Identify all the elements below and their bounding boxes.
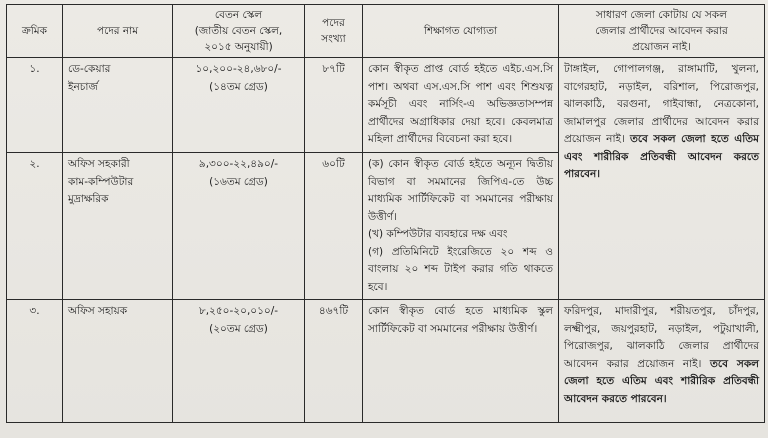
row3-post bbox=[63, 300, 173, 423]
table-row bbox=[7, 58, 765, 153]
row1-post bbox=[63, 58, 173, 153]
header-quota-line3: প্রয়োজন নাই। bbox=[632, 41, 691, 53]
row2-scale-value: ৯,৩০০-২২,৪৯০/- bbox=[198, 158, 279, 170]
quota-cell-2 bbox=[559, 300, 765, 423]
quota1-note: তবে সকল জেলা হতে এতিম এবং শারীরিক প্রতিবন্ধী আবেদন করতে পারবেন। bbox=[564, 133, 759, 180]
header-serial: ক্রমিক bbox=[7, 5, 63, 58]
header-quota-line2: জেলার প্রার্থীদের আবেদন করার bbox=[595, 25, 728, 37]
header-scale-line1: বেতন স্কেল bbox=[214, 9, 263, 21]
row1-post-line1: ডে-কেয়ার bbox=[68, 63, 111, 75]
quota-cell-1 bbox=[559, 58, 765, 300]
row2-serial: ২. bbox=[7, 153, 63, 300]
header-scale-line2: (জাতীয় বেতন স্কেল, bbox=[194, 25, 283, 37]
quota2-districts: ফরিদপুর, মাদারীপুর, শরীয়তপুর, চাঁদপুর, লক্ষ্মীপুর, জয়পুরহাট, নড়াইল, পটুয়াখালী, পিরোজপুর, ঝালকাঠি জেলার প্রার্থীদের আবেদন করার প্রয়োজন নাই। bbox=[564, 305, 759, 370]
header-qualification: শিক্ষাগত যোগ্যতা bbox=[363, 5, 559, 58]
row1-qualification: কোন স্বীকৃত প্রাপ্ত বোর্ড হইতে এইচ.এস.সি পাশ। অথবা এস.এস.সি পাশ এবং শিশুযত্ন কর্মসূচী এবং নার্সিং-এ অভিজ্ঞতাসম্পন্ন প্রার্থীদের অগ্রাধিকার দেয়া হবে। কেবলমাত্র মহিলা প্রার্থীদের বিবেচনা করা হবে। bbox=[363, 58, 559, 153]
header-count bbox=[305, 5, 363, 58]
header-scale-line3: ২০১৫ অনুযায়ী) bbox=[204, 41, 273, 53]
row3-scale-value: ৮,২৫০-২০,০১০/- bbox=[198, 305, 279, 317]
row2-grade: (১৬তম গ্রেড) bbox=[209, 175, 268, 188]
row1-post-line2: ইনচার্জ bbox=[68, 80, 98, 93]
header-post: পদের নাম bbox=[63, 5, 173, 58]
table-row bbox=[7, 300, 765, 423]
row2-qual-b: (খ) কম্পিউটার ব্যবহারে দক্ষ এবং bbox=[368, 228, 508, 240]
row1-grade: (১৪তম গ্রেড) bbox=[209, 80, 268, 93]
table-header-row bbox=[7, 5, 765, 58]
header-quota bbox=[559, 5, 765, 58]
row3-scale bbox=[173, 300, 305, 423]
row1-scale bbox=[173, 58, 305, 153]
row2-post-line2: কাম-কম্পিউটার bbox=[68, 175, 134, 188]
row2-scale bbox=[173, 153, 305, 300]
row2-qual-c: (গ) প্রতিমিনিটে ইংরেজিতে ২০ শব্দ ও বাংলায় ২০ শব্দ টাইপ করার গতি থাকতে হবে। bbox=[368, 245, 553, 293]
row3-qualification: কোন স্বীকৃত বোর্ড হতে মাধ্যমিক স্কুল সার্টিফিকেট বা সমমানের পরীক্ষায় উত্তীর্ণ। bbox=[363, 300, 559, 423]
row1-count: ৮৭টি bbox=[305, 58, 363, 153]
row3-grade: (২০তম গ্রেড) bbox=[209, 322, 268, 335]
row2-qualification bbox=[363, 153, 559, 300]
header-count-line1: পদের bbox=[322, 17, 345, 29]
header-quota-line1: সাধারণ জেলা কোটায় যে সকল bbox=[596, 9, 727, 21]
row1-serial: ১. bbox=[7, 58, 63, 153]
row2-post-line1: অফিস সহকারী bbox=[68, 158, 130, 170]
row2-post-line3: মুদ্রাক্ষরিক bbox=[68, 193, 109, 205]
row3-post-line1: অফিস সহায়ক bbox=[68, 305, 128, 317]
row1-scale-value: ১০,২০০-২৪,৬৮০/- bbox=[195, 63, 282, 75]
row2-qual-a: (ক) কোন স্বীকৃত বোর্ড হইতে অন্যূন দ্বিতীয় বিভাগ বা সমমানের জিপিএ-তে উচ্চ মাধ্যমিক সার্টিফিকেট বা সমমানের পরীক্ষায় উত্তীর্ণ। bbox=[368, 158, 553, 223]
row3-serial: ৩. bbox=[7, 300, 63, 423]
quota1-districts: টাঙ্গাইল, গোপালগঞ্জ, রাঙ্গামাটি, খুলনা, বাগেরহাট, নড়াইল, বরিশাল, পিরোজপুর, ঝালকাঠি, বরগুনা, গাইবান্ধা, নেত্রকোনা, জামালপুর জেলার প্রার্থীদের আবেদন করার প্রয়োজন নাই। bbox=[564, 63, 759, 145]
row2-count: ৬০টি bbox=[305, 153, 363, 300]
row2-post bbox=[63, 153, 173, 300]
row3-count: ৪৬৭টি bbox=[305, 300, 363, 423]
header-count-line2: সংখ্যা bbox=[321, 33, 346, 45]
header-scale bbox=[173, 5, 305, 58]
vacancy-table bbox=[6, 4, 765, 423]
quota2-note: তবে সকল জেলা হতে এতিম এবং শারীরিক প্রতিবন্ধী আবেদন করতে পারবেন। bbox=[564, 357, 760, 405]
